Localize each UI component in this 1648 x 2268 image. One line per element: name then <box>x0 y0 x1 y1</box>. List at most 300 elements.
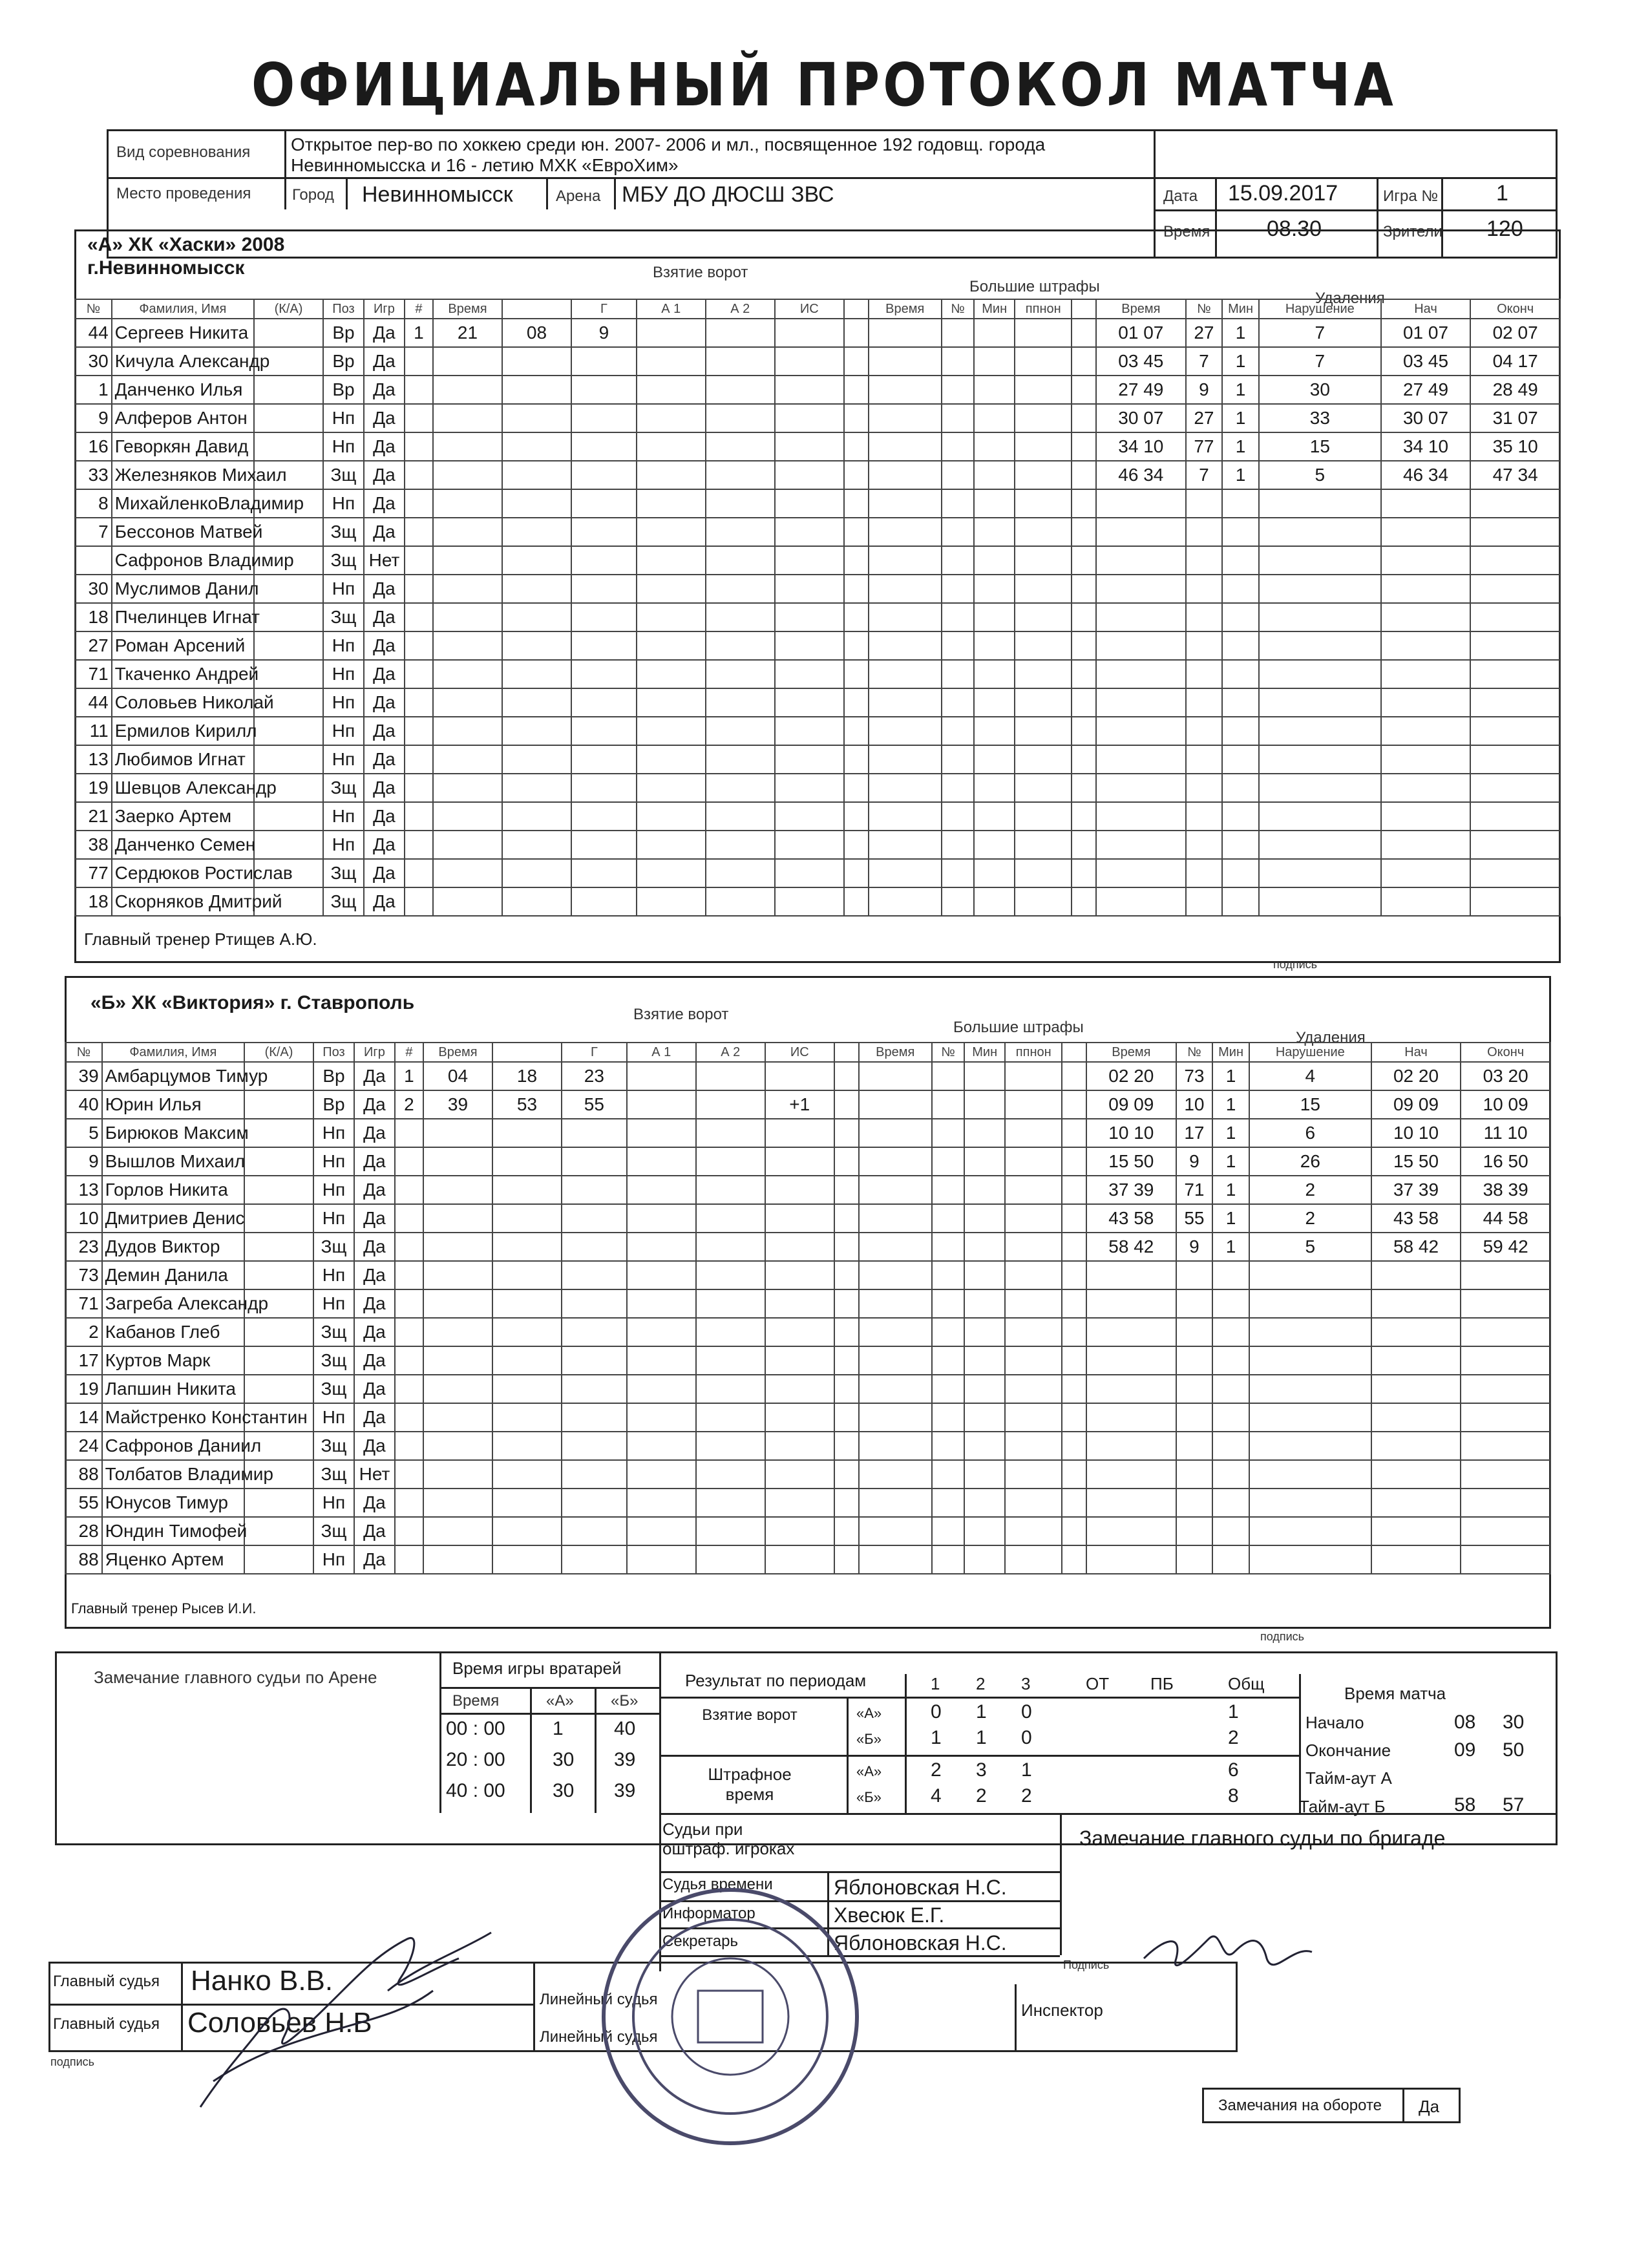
team-b-player-position: Зщ <box>313 1375 354 1403</box>
team-a-major-minutes <box>974 546 1015 575</box>
team-b-player-number: 24 <box>65 1432 102 1460</box>
team-a-player-number: 30 <box>75 347 112 376</box>
team-a-goal-assist-1 <box>637 631 706 660</box>
team-b-coach: Главный тренер Рысев И.И. <box>71 1600 257 1616</box>
team-b-goal-scorer <box>562 1204 627 1233</box>
team-b-major-time <box>859 1147 932 1176</box>
team-b-penalty-end: 44 58 <box>1461 1204 1550 1233</box>
team-b-goal-seconds: 18 <box>492 1062 562 1090</box>
team-b-player-played: Да <box>354 1289 395 1318</box>
team-a-goal-minutes <box>433 660 502 688</box>
team-b-major-code <box>1005 1261 1062 1289</box>
team-a-goal-assist-1 <box>637 745 706 774</box>
team-a-goal-assist-2 <box>706 688 775 717</box>
team-b-col-header: Поз <box>313 1043 354 1062</box>
team-a-goal-scorer <box>571 489 637 518</box>
team-b-major-minutes <box>964 1517 1005 1545</box>
team-a-major-minutes <box>974 717 1015 745</box>
team-a-penalty-minutes <box>1222 859 1259 887</box>
team-a-penalty-time: 27 49 <box>1096 376 1186 404</box>
team-b-col-header: Время <box>423 1043 492 1062</box>
result-goals-a-team: «А» <box>856 1705 882 1721</box>
team-a-penalty-minutes <box>1222 745 1259 774</box>
team-b-major-code <box>1005 1233 1062 1261</box>
team-b-goal-assist-2 <box>696 1119 765 1147</box>
team-b-penalty-time: 09 09 <box>1086 1090 1176 1119</box>
gk-b-value: 40 <box>614 1718 636 1739</box>
team-a-penalty-player-number <box>1186 631 1223 660</box>
team-b-major-time <box>859 1460 932 1489</box>
team-a-goal-assist-2 <box>706 432 775 461</box>
team-b-penalty-player-number <box>1176 1460 1213 1489</box>
team-b-goal-assist-1 <box>627 1147 696 1176</box>
team-b-penalty-player-number <box>1176 1489 1213 1517</box>
team-a-goal-assist-2 <box>706 802 775 831</box>
team-a-player-name: Пчелинцев Игнат <box>112 603 254 631</box>
team-a-player-name: Данченко Илья <box>112 376 254 404</box>
team-b-major-minutes <box>964 1261 1005 1289</box>
team-a-goal-minutes <box>433 603 502 631</box>
team-a-goal-seconds <box>502 603 571 631</box>
team-a-player-number: 44 <box>75 319 112 347</box>
start-minutes: 30 <box>1503 1712 1525 1733</box>
team-b-goal-number <box>395 1119 423 1147</box>
team-a-major-time <box>869 660 942 688</box>
team-a-penalty-start: 46 34 <box>1381 461 1471 489</box>
team-a-major-time <box>869 831 942 859</box>
date-label: Дата <box>1163 187 1198 205</box>
arena-value: МБУ ДО ДЮСШ ЗВС <box>622 182 834 207</box>
team-a-player-position: Зщ <box>323 774 364 802</box>
team-a-col-header: ппнон <box>1015 299 1072 319</box>
team-a-goal-situation <box>775 461 844 489</box>
team-a-major-number <box>942 688 974 717</box>
team-a-goal-assist-2 <box>706 887 775 916</box>
team-a-major-code <box>1015 518 1072 546</box>
team-b-penalty-time: 43 58 <box>1086 1204 1176 1233</box>
team-a-major-code <box>1015 887 1072 916</box>
team-b-player-number: 2 <box>65 1318 102 1346</box>
team-a-goal-assist-1 <box>637 546 706 575</box>
date-value: 15.09.2017 <box>1228 181 1338 206</box>
competition-label: Вид соревнования <box>116 143 251 161</box>
team-a-penalty-player-number <box>1186 575 1223 603</box>
team-a-goal-minutes <box>433 575 502 603</box>
gk-a-header: «А» <box>546 1692 574 1710</box>
team-a-penalty-player-number <box>1186 802 1223 831</box>
team-a-goal-assist-1 <box>637 717 706 745</box>
team-a-goal-minutes <box>433 859 502 887</box>
team-b-major-number <box>932 1545 964 1574</box>
team-b-major-number <box>932 1261 964 1289</box>
team-a-col-header: # <box>405 299 433 319</box>
team-a-penalty-player-number <box>1186 660 1223 688</box>
team-a-goal-number <box>405 461 433 489</box>
team-a-penalty-start <box>1381 660 1471 688</box>
team-a-goal-assist-2 <box>706 546 775 575</box>
team-b-goal-scorer <box>562 1318 627 1346</box>
team-b-player-name: Толбатов Владимир <box>102 1460 244 1489</box>
team-b-player-played: Да <box>354 1062 395 1090</box>
secretary-label: Секретарь <box>662 1933 738 1950</box>
team-a-penalty-infraction: 15 <box>1259 432 1381 461</box>
official-stamp <box>595 1881 866 2152</box>
team-a-goal-assist-2 <box>706 319 775 347</box>
team-a-goal-scorer <box>571 688 637 717</box>
team-a-goal-situation <box>775 518 844 546</box>
team-a-penalty-minutes: 1 <box>1222 432 1259 461</box>
team-b-penalty-minutes <box>1212 1318 1249 1346</box>
team-b-goal-scorer <box>562 1432 627 1460</box>
team-b-goal-minutes <box>423 1517 492 1545</box>
team-b-penalty-infraction <box>1249 1318 1371 1346</box>
team-a-goal-seconds <box>502 745 571 774</box>
team-b-player-position: Зщ <box>313 1346 354 1375</box>
team-b-penalty-minutes: 1 <box>1212 1062 1249 1090</box>
team-a-player-played: Да <box>364 887 405 916</box>
team-a-goal-number <box>405 546 433 575</box>
team-b-player-number: 40 <box>65 1090 102 1119</box>
secretary-value: Яблоновская Н.С. <box>834 1931 1007 1955</box>
team-b-goal-assist-2 <box>696 1489 765 1517</box>
team-b-goal-minutes: 04 <box>423 1062 492 1090</box>
team-a-goal-minutes <box>433 831 502 859</box>
team-a-player-name: Геворкян Давид <box>112 432 254 461</box>
team-a-goal-seconds: 08 <box>502 319 571 347</box>
team-a-major-number <box>942 660 974 688</box>
team-b-penalty-player-number: 17 <box>1176 1119 1213 1147</box>
team-a-goal-scorer <box>571 745 637 774</box>
team-a-player-number: 27 <box>75 631 112 660</box>
team-b-penalty-minutes <box>1212 1545 1249 1574</box>
team-a-col-header: Время <box>1096 299 1186 319</box>
team-b-col-header: А 2 <box>696 1043 765 1062</box>
team-a-goal-minutes <box>433 745 502 774</box>
team-a-player-position: Зщ <box>323 887 364 916</box>
team-b-goal-scorer <box>562 1119 627 1147</box>
team-a-player-position: Нп <box>323 717 364 745</box>
team-a-penalty-end: 31 07 <box>1470 404 1560 432</box>
informer-value: Хвесюк Е.Г. <box>834 1903 945 1927</box>
team-b-player-position: Зщ <box>313 1432 354 1460</box>
team-a-player-position: Зщ <box>323 859 364 887</box>
team-b-player-number: 23 <box>65 1233 102 1261</box>
team-a-penalty-player-number <box>1186 518 1223 546</box>
team-a-penalty-start: 03 45 <box>1381 347 1471 376</box>
team-a-major-minutes <box>974 631 1015 660</box>
team-a-goal-assist-1 <box>637 376 706 404</box>
team-a-player-position: Зщ <box>323 461 364 489</box>
team-a-goal-minutes <box>433 802 502 831</box>
team-a-goal-number <box>405 489 433 518</box>
team-b-penalties-header: Удаления <box>1296 1029 1366 1046</box>
team-b-goal-assist-1 <box>627 1432 696 1460</box>
team-a-penalty-minutes: 1 <box>1222 404 1259 432</box>
team-a-goal-assist-1 <box>637 432 706 461</box>
team-a-player-played: Да <box>364 717 405 745</box>
team-b-goal-number <box>395 1289 423 1318</box>
team-a-penalty-time <box>1096 660 1186 688</box>
gk-title: Время игры вратарей <box>452 1659 622 1678</box>
team-b-player-played: Да <box>354 1346 395 1375</box>
team-a-goal-number <box>405 887 433 916</box>
team-a-player-name: Кичула Александр <box>112 347 254 376</box>
team-a-goal-assist-1 <box>637 461 706 489</box>
team-a-penalty-end <box>1470 774 1560 802</box>
referee-sign-label: подпись <box>50 2055 95 2068</box>
team-a-goal-seconds <box>502 660 571 688</box>
team-b-major-code <box>1005 1119 1062 1147</box>
team-b-goal-scorer <box>562 1517 627 1545</box>
team-b-player-number: 55 <box>65 1489 102 1517</box>
team-a-col-header: Время <box>869 299 942 319</box>
team-a-sign-label: подпись <box>1273 958 1318 971</box>
team-a-penalty-start <box>1381 489 1471 518</box>
team-b-goal-seconds <box>492 1318 562 1346</box>
team-a-penalty-infraction: 5 <box>1259 461 1381 489</box>
arena-label: Арена <box>556 187 601 205</box>
team-a-goal-number <box>405 603 433 631</box>
team-b-penalty-minutes <box>1212 1460 1249 1489</box>
team-a-major-number <box>942 347 974 376</box>
team-a-goal-seconds <box>502 774 571 802</box>
team-a-major-number <box>942 319 974 347</box>
team-a-major-minutes <box>974 489 1015 518</box>
team-a-major-time <box>869 461 942 489</box>
result-penalty-a-value: 1 <box>1021 1759 1032 1781</box>
team-a-player-played: Да <box>364 432 405 461</box>
team-b-goal-assist-1 <box>627 1403 696 1432</box>
team-a-goal-assist-2 <box>706 831 775 859</box>
team-a-goal-situation <box>775 603 844 631</box>
team-b-goal-scorer <box>562 1460 627 1489</box>
team-b-penalty-end: 38 39 <box>1461 1176 1550 1204</box>
team-b-penalty-player-number: 55 <box>1176 1204 1213 1233</box>
team-a-player-position: Вр <box>323 347 364 376</box>
team-a-goal-scorer <box>571 518 637 546</box>
team-a-goal-number <box>405 774 433 802</box>
team-a-penalty-infraction <box>1259 575 1381 603</box>
team-b-goal-assist-2 <box>696 1062 765 1090</box>
team-a-player-name: Сердюков Ростислав <box>112 859 254 887</box>
team-b-player-position: Нп <box>313 1545 354 1574</box>
team-a-major-minutes <box>974 831 1015 859</box>
team-b-goal-number <box>395 1432 423 1460</box>
crew-remark-label: Замечание главного судьи по бригаде <box>1079 1827 1446 1850</box>
team-a-major-time <box>869 717 942 745</box>
result-penalty-a-value: 2 <box>931 1759 942 1781</box>
team-a-col-header: Фамилия, Имя <box>112 299 254 319</box>
team-a-penalty-infraction <box>1259 631 1381 660</box>
team-a-player-row <box>75 489 1560 518</box>
team-b-player-position: Нп <box>313 1119 354 1147</box>
team-b-col-header: № <box>932 1043 964 1062</box>
team-b-major-minutes <box>964 1489 1005 1517</box>
match-time-title: Время матча <box>1344 1684 1446 1703</box>
team-b-player-name: Бирюков Максим <box>102 1119 244 1147</box>
team-b-goal-seconds <box>492 1517 562 1545</box>
team-a-player-name: Ермилов Кирилл <box>112 717 254 745</box>
team-a-major-number <box>942 461 974 489</box>
team-a-goal-scorer <box>571 376 637 404</box>
team-b-player-name: Юндин Тимофей <box>102 1517 244 1545</box>
team-a-col-header: № <box>75 299 112 319</box>
team-b-goal-assist-2 <box>696 1517 765 1545</box>
team-a-goal-assist-2 <box>706 376 775 404</box>
team-a-penalty-infraction <box>1259 660 1381 688</box>
team-b-player-position: Вр <box>313 1090 354 1119</box>
team-a-penalty-infraction <box>1259 489 1381 518</box>
team-b-major-code <box>1005 1062 1062 1090</box>
team-b-goal-minutes <box>423 1176 492 1204</box>
team-a-goal-minutes <box>433 631 502 660</box>
team-a-major-code <box>1015 688 1072 717</box>
team-a-goal-scorer <box>571 432 637 461</box>
team-a-goal-number <box>405 802 433 831</box>
team-a-goal-scorer <box>571 717 637 745</box>
team-b-major-time <box>859 1517 932 1545</box>
team-a-player-position: Нп <box>323 404 364 432</box>
team-b-penalty-player-number <box>1176 1403 1213 1432</box>
team-a-penalty-end: 35 10 <box>1470 432 1560 461</box>
team-a-player-position: Нп <box>323 802 364 831</box>
team-a-goal-minutes <box>433 717 502 745</box>
team-a-player-row <box>75 376 1560 404</box>
team-b-goal-number <box>395 1346 423 1375</box>
team-b-penalty-start <box>1371 1318 1461 1346</box>
team-a-goal-assist-2 <box>706 461 775 489</box>
team-a-player-name: МихайленкоВладимир <box>112 489 254 518</box>
team-b-goal-assist-2 <box>696 1318 765 1346</box>
team-a-penalty-minutes: 1 <box>1222 347 1259 376</box>
team-b-goal-seconds <box>492 1346 562 1375</box>
team-b-penalty-player-number: 73 <box>1176 1062 1213 1090</box>
team-a-penalty-infraction <box>1259 717 1381 745</box>
team-a-col-header: (К/А) <box>254 299 323 319</box>
team-a-goal-seconds <box>502 347 571 376</box>
team-a-goal-number <box>405 432 433 461</box>
team-b-player-position: Зщ <box>313 1460 354 1489</box>
team-a-goal-situation <box>775 432 844 461</box>
referee-2-value: Соловьев Н.В <box>187 2007 372 2039</box>
result-goals-b-value: 2 <box>1228 1727 1239 1748</box>
team-b-player-name: Горлов Никита <box>102 1176 244 1204</box>
team-b-penalty-start <box>1371 1460 1461 1489</box>
team-b-penalty-player-number: 10 <box>1176 1090 1213 1119</box>
result-title: Результат по периодам <box>685 1671 867 1690</box>
team-b-penalty-player-number <box>1176 1261 1213 1289</box>
team-a-player-row <box>75 774 1560 802</box>
team-b-goal-assist-1 <box>627 1261 696 1289</box>
team-a-goal-number <box>405 745 433 774</box>
team-b-player-number: 17 <box>65 1346 102 1375</box>
team-a-goal-number <box>405 688 433 717</box>
game-value: 1 <box>1496 181 1508 206</box>
team-a-penalty-end <box>1470 717 1560 745</box>
team-b-major-time <box>859 1545 932 1574</box>
result-penalty-a-value: 3 <box>976 1759 987 1781</box>
team-a-player-number: 16 <box>75 432 112 461</box>
team-a-player-row <box>75 546 1560 575</box>
team-a-player-row <box>75 688 1560 717</box>
team-b-goal-scorer <box>562 1545 627 1574</box>
team-a-penalty-start <box>1381 745 1471 774</box>
team-a-player-position: Нп <box>323 688 364 717</box>
team-a-col-header: Поз <box>323 299 364 319</box>
team-a-penalty-start <box>1381 717 1471 745</box>
team-a-penalty-minutes <box>1222 688 1259 717</box>
team-b-col-header: Мин <box>964 1043 1005 1062</box>
team-b-goal-number <box>395 1460 423 1489</box>
team-a-goal-assist-1 <box>637 603 706 631</box>
team-a-major-code <box>1015 575 1072 603</box>
team-a-major-code <box>1015 546 1072 575</box>
team-a-penalty-end: 04 17 <box>1470 347 1560 376</box>
team-b-major-number <box>932 1176 964 1204</box>
team-a-player-position: Нп <box>323 575 364 603</box>
team-a-col-header <box>502 299 571 319</box>
team-b-player-name: Демин Данила <box>102 1261 244 1289</box>
team-a-major-minutes <box>974 802 1015 831</box>
team-a-player-played: Да <box>364 376 405 404</box>
team-b-goal-situation <box>765 1489 834 1517</box>
penalty-bench-label-2: оштраф. игроках <box>662 1839 795 1858</box>
team-a-goal-seconds <box>502 575 571 603</box>
team-a-penalty-end <box>1470 489 1560 518</box>
team-b-player-name: Амбарцумов Тимур <box>102 1062 244 1090</box>
team-b-major-code <box>1005 1147 1062 1176</box>
team-a-major-code <box>1015 802 1072 831</box>
team-a-player-name: Данченко Семен <box>112 831 254 859</box>
team-b-goal-scorer <box>562 1403 627 1432</box>
team-b-penalty-end <box>1461 1375 1550 1403</box>
team-b-penalty-infraction: 26 <box>1249 1147 1371 1176</box>
team-b-player-name: Юрин Илья <box>102 1090 244 1119</box>
team-a-goal-assist-2 <box>706 603 775 631</box>
team-b-penalty-start: 10 10 <box>1371 1119 1461 1147</box>
team-a-penalty-player-number: 7 <box>1186 461 1223 489</box>
team-b-major-code <box>1005 1375 1062 1403</box>
team-b-player-row <box>65 1176 1550 1204</box>
team-b-player-played: Да <box>354 1090 395 1119</box>
team-a-player-name: Любимов Игнат <box>112 745 254 774</box>
team-b-penalty-time: 37 39 <box>1086 1176 1176 1204</box>
team-a-player-played: Да <box>364 404 405 432</box>
team-b-penalty-infraction <box>1249 1432 1371 1460</box>
team-a-goal-situation <box>775 859 844 887</box>
team-b-penalty-end <box>1461 1517 1550 1545</box>
team-b-penalty-minutes: 1 <box>1212 1204 1249 1233</box>
team-b-penalty-minutes: 1 <box>1212 1090 1249 1119</box>
team-a-penalty-infraction <box>1259 774 1381 802</box>
team-a-goal-minutes <box>433 347 502 376</box>
team-b-penalty-time: 10 10 <box>1086 1119 1176 1147</box>
team-a-player-played: Да <box>364 347 405 376</box>
team-b-player-number: 39 <box>65 1062 102 1090</box>
team-a-goal-scorer <box>571 660 637 688</box>
team-a-penalty-minutes: 1 <box>1222 461 1259 489</box>
team-b-player-row <box>65 1489 1550 1517</box>
team-a-penalty-time <box>1096 631 1186 660</box>
team-b-player-row <box>65 1289 1550 1318</box>
team-a-major-code <box>1015 859 1072 887</box>
result-col-header: ОТ <box>1086 1674 1110 1693</box>
team-a-major-code <box>1015 831 1072 859</box>
team-a-major-time <box>869 376 942 404</box>
end-hours: 09 <box>1454 1739 1476 1761</box>
team-b-penalty-start <box>1371 1289 1461 1318</box>
team-a-penalty-player-number: 77 <box>1186 432 1223 461</box>
